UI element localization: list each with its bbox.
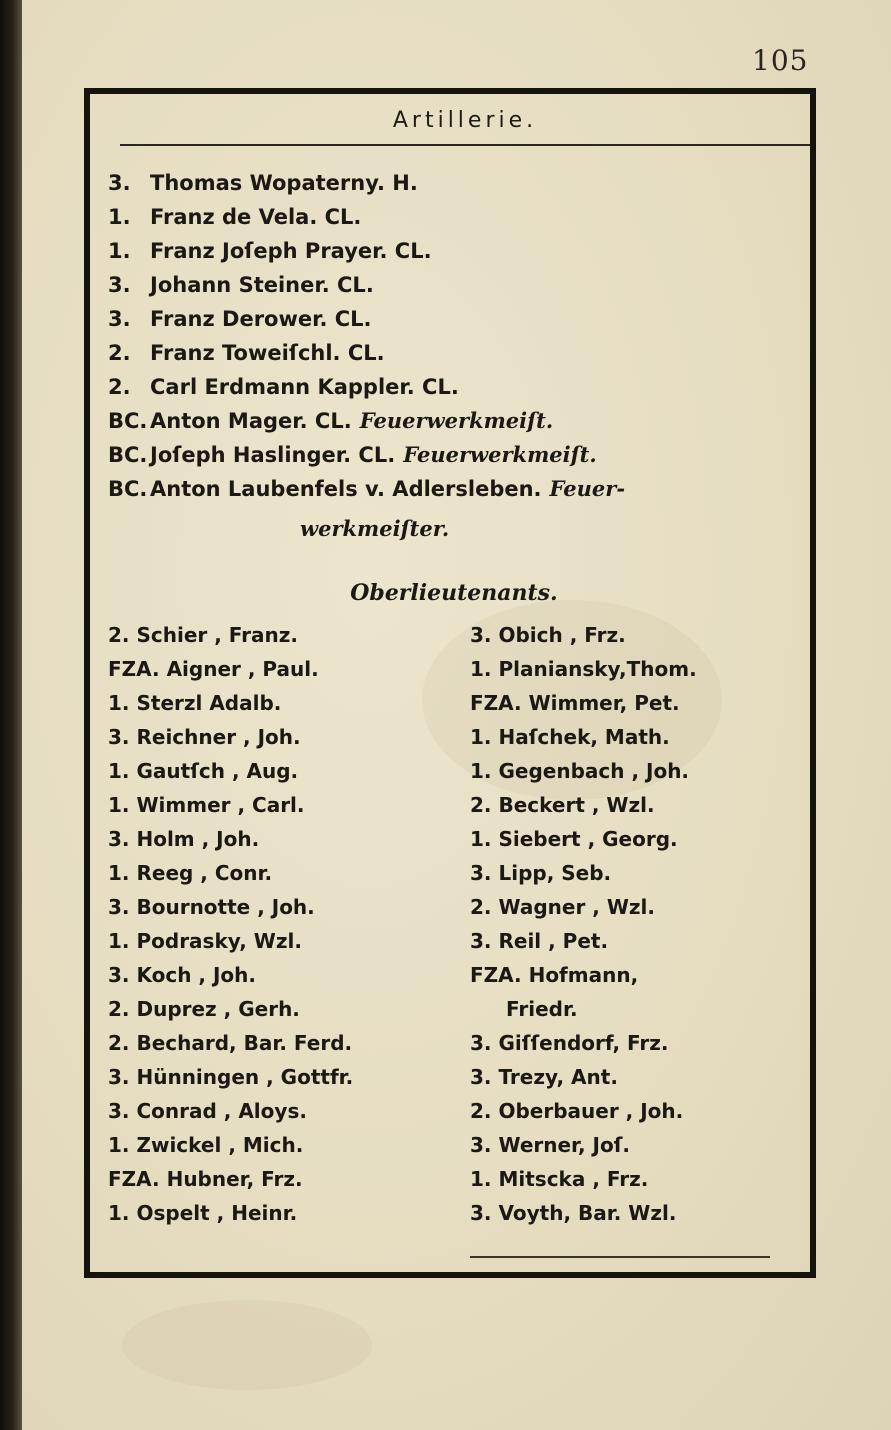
list-item: 1. Sterzl Adalb. — [108, 691, 282, 715]
bottom-rule — [470, 1256, 770, 1258]
entry-number: 1. — [108, 205, 131, 229]
list-item: Friedr. — [506, 997, 578, 1021]
list-item: 1. Haſchek, Math. — [470, 725, 670, 749]
list-item: 1. Podrasky, Wzl. — [108, 929, 302, 953]
list-item: 3. Koch , Joh. — [108, 963, 256, 987]
list-item: 3. Hünningen , Gottfr. — [108, 1065, 354, 1089]
subsection-title: Oberlieutenants. — [350, 580, 558, 606]
list-item: 3. Voyth, Bar. Wzl. — [470, 1201, 677, 1225]
list-item — [108, 370, 808, 404]
list-item: 3. Bournotte , Joh. — [108, 895, 315, 919]
entry-text: Franz de Vela. CL. — [150, 205, 362, 229]
list-item: 2. Schier , Franz. — [108, 623, 298, 647]
page-number: 105 — [752, 44, 809, 77]
list-item: 1. Ospelt , Heinr. — [108, 1201, 298, 1225]
list-item: 3. Holm , Joh. — [108, 827, 260, 851]
entry-number: 2. — [108, 375, 131, 399]
entry-note: Feuer- — [549, 476, 626, 501]
list-item: 3. Giſſendorf, Frz. — [470, 1031, 669, 1055]
entry-text: Anton Mager. CL. — [150, 409, 352, 433]
entry-number: BC. — [108, 443, 148, 467]
entry-text: Carl Erdmann Kappler. CL. — [150, 375, 459, 399]
entry-text: Franz Toweiſchl. CL. — [150, 341, 385, 365]
list-item: FZA. Hubner, Frz. — [108, 1167, 303, 1191]
section-title: Artillerie. — [392, 108, 538, 133]
list-item: 1. Planiansky,Thom. — [470, 657, 697, 681]
list-item: 1. Wimmer , Carl. — [108, 793, 305, 817]
book-gutter — [0, 0, 22, 1430]
entry-number: 3. — [108, 273, 131, 297]
list-item: 3. Reil , Pet. — [470, 929, 609, 953]
list-item — [108, 472, 808, 506]
list-item: 2. Beckert , Wzl. — [470, 793, 655, 817]
entry-text: Franz Joſeph Prayer. CL. — [150, 239, 432, 263]
left-column — [108, 618, 353, 1230]
right-column — [470, 618, 697, 1230]
list-item: 1. Siebert , Georg. — [470, 827, 678, 851]
entry-text: Franz Derower. CL. — [150, 307, 372, 331]
entry-text: Thomas Wopaterny. H. — [150, 171, 418, 195]
list-item: 2. Wagner , Wzl. — [470, 895, 655, 919]
list-item: 3. Reichner , Joh. — [108, 725, 301, 749]
entry-number: 1. — [108, 239, 131, 263]
entry-number: 3. — [108, 307, 131, 331]
entry-continuation: werkmeiſter. — [300, 516, 450, 541]
entry-number: 2. — [108, 341, 131, 365]
list-item: FZA. Wimmer, Pet. — [470, 691, 680, 715]
section-header — [120, 100, 810, 146]
entry-number: 3. — [108, 171, 131, 195]
list-item — [108, 336, 808, 370]
list-item: 1. Gautſch , Aug. — [108, 759, 299, 783]
list-item: FZA. Aigner , Paul. — [108, 657, 319, 681]
list-item: 3. Conrad , Aloys. — [108, 1099, 307, 1123]
officer-list — [108, 166, 808, 506]
entry-text: Joſeph Haslinger. CL. — [150, 443, 396, 467]
list-item: 2. Duprez , Gerh. — [108, 997, 300, 1021]
list-item: 3. Lipp, Seb. — [470, 861, 612, 885]
list-item: 1. Reeg , Conr. — [108, 861, 273, 885]
list-item: 2. Oberbauer , Joh. — [470, 1099, 684, 1123]
list-item — [108, 200, 808, 234]
list-item — [108, 404, 808, 438]
entry-text: Johann Steiner. CL. — [150, 273, 374, 297]
list-item: 2. Bechard, Bar. Ferd. — [108, 1031, 353, 1055]
list-item: 1. Gegenbach , Joh. — [470, 759, 690, 783]
list-item: 3. Werner, Joſ. — [470, 1133, 631, 1157]
list-item — [108, 438, 808, 472]
list-item — [108, 234, 808, 268]
list-item: FZA. Hofmann, — [470, 963, 639, 987]
list-item — [108, 268, 808, 302]
entry-number: BC. — [108, 477, 148, 501]
list-item: 1. Zwickel , Mich. — [108, 1133, 304, 1157]
list-item: 1. Mitscka , Frz. — [470, 1167, 649, 1191]
list-item: 3. Trezy, Ant. — [470, 1065, 618, 1089]
entry-text: Anton Laubenfels v. Adlersleben. — [150, 477, 542, 501]
list-item — [108, 166, 808, 200]
entry-number: BC. — [108, 409, 148, 433]
paper-stain — [122, 1300, 372, 1390]
entry-note: Feuerwerkmeiſt. — [359, 408, 554, 433]
list-item — [108, 302, 808, 336]
list-item: 3. Obich , Frz. — [470, 623, 626, 647]
entry-note: Feuerwerkmeiſt. — [403, 442, 597, 467]
